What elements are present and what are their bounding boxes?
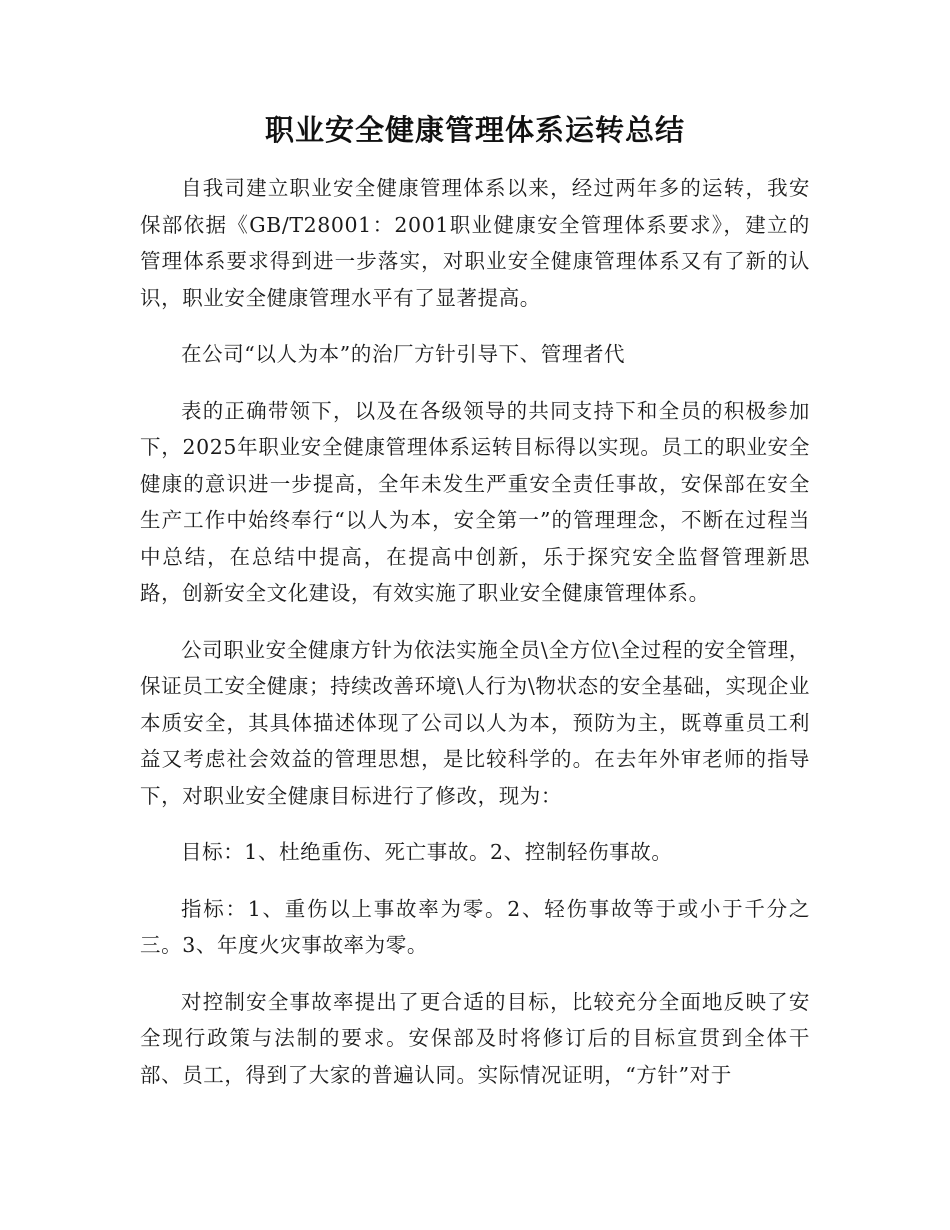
paragraph-indicators: 指标：1、重伤以上事故率为零。2、轻伤事故等于或小于千分之三。3、年度火灾事故率为零。 xyxy=(140,896,810,957)
paragraph-safety-policy: 公司职业安全健康方针为依法实施全员\全方位\全过程的安全管理，保证员工安全健康；持续改善环境\人行为\物状态的安全基础，实现企业本质安全，其具体描述体现了公司以人为本，预防为主，既尊重员工利益又考虑社会效益的管理思想，是比较科学的。在去年外审老师的指导下，对职业安全健康目标进行了修改，现为： xyxy=(140,637,810,808)
paragraph-evaluation: 对控制安全事故率提出了更合适的目标，比较充分全面地反映了安全现行政策与法制的要求。安保部及时将修订后的目标宣贯到全体干部、员工，得到了大家的普遍认同。实际情况证明，“方针”对于 xyxy=(140,989,810,1087)
paragraph-goals: 目标：1、杜绝重伤、死亡事故。2、控制轻伤事故。 xyxy=(181,840,673,864)
paragraph-achievements: 表的正确带领下，以及在各级领导的共同支持下和全员的积极参加下，2025年职业安全健康管理体系运转目标得以实现。员工的职业安全健康的意识进一步提高，全年未发生严重安全责任事故，安保部在安全生产工作中始终奉行“以人为本，安全第一”的管理理念，不断在过程当中总结，在总结中提高，在提高中创新，乐于探究安全监督管理新思路，创新安全文化建设，有效实施了职业安全健康管理体系。 xyxy=(140,398,810,605)
paragraph-policy-guidance: 在公司“以人为本”的治厂方针引导下、管理者代 xyxy=(181,342,626,366)
paragraph-intro: 自我司建立职业安全健康管理体系以来，经过两年多的运转，我安保部依据《GB/T28001：2001职业健康安全管理体系要求》，建立的管理体系要求得到进一步落实，对职业安全健康管理体系又有了新的认识，职业安全健康管理水平有了显著提高。 xyxy=(140,176,810,310)
document-title: 职业安全健康管理体系运转总结 xyxy=(264,113,685,147)
